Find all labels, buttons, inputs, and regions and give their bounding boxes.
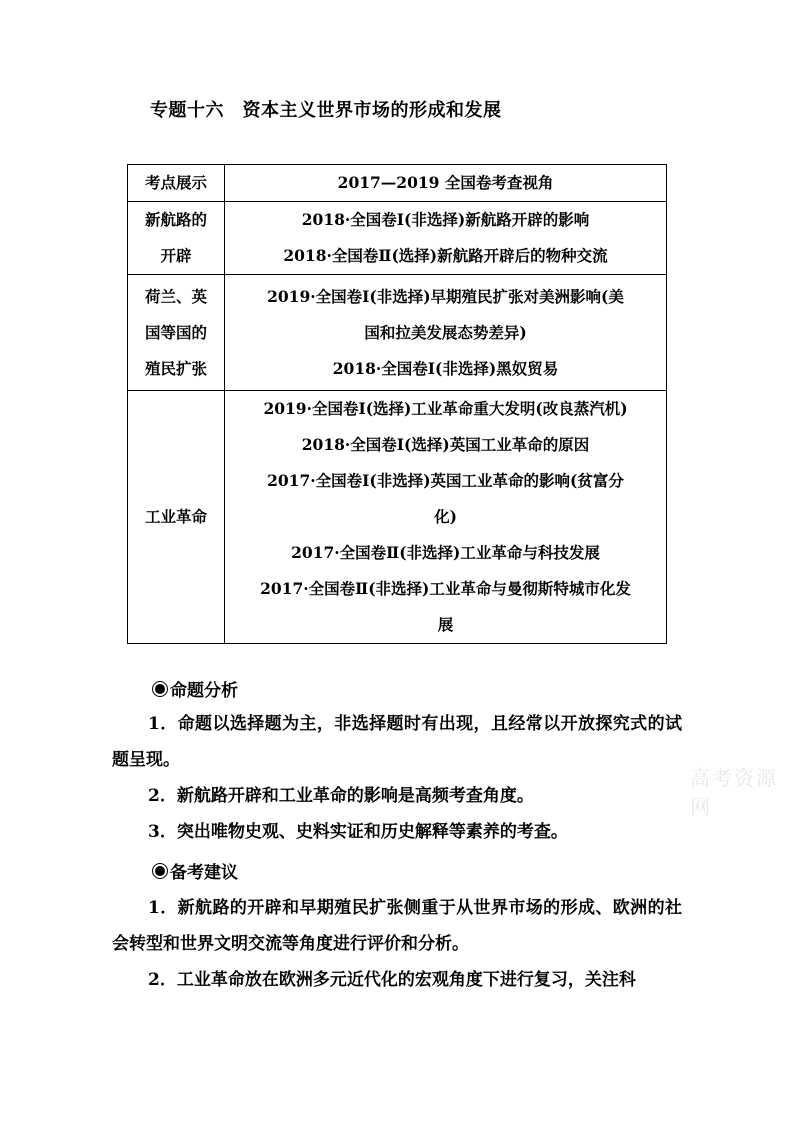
item-line: 2018·全国卷Ⅱ(选择)新航路开辟后的物种交流 [283,246,608,265]
item-line: 化) [434,507,457,526]
watermark: 高考资源网 [690,766,778,819]
table-row [128,391,667,644]
item-line: 2019·全国卷Ⅰ(非选择)早期殖民扩张对美洲影响(美 [267,286,624,306]
item-line: 2017·全国卷Ⅱ(非选择)工业革命与科技发展 [291,543,600,562]
topic-line: 新航路的 [144,210,207,229]
topic-line: 荷兰、英 [144,286,207,306]
table-row [128,202,667,275]
analysis-point: 3．突出唯物史观、史料实证和历史解释等素养的考查。 [148,822,568,842]
analysis-point: 2．新航路开辟和工业革命的影响是高频考查角度。 [148,786,534,806]
analysis-heading-text: 命题分析 [170,681,238,701]
item-line: 2019·全国卷Ⅰ(选择)工业革命重大发明(改良蒸汽机) [263,399,628,418]
item-line: 展 [437,615,454,634]
items-cell [225,275,667,391]
topic-line: 工业革命 [144,507,207,526]
header-perspective: 2017—2019 全国卷考查视角 [225,165,667,202]
item-line: 国和拉美发展态势差异) [364,322,527,342]
analysis-point: 1．命题以选择题为主，非选择题时有出现，且经常以开放探究式的试题呈现。 [112,714,682,770]
topic-line: 开辟 [160,246,192,265]
topic-line: 殖民扩张 [144,358,207,378]
advice-point: 1．新航路的开辟和早期殖民扩张侧重于从世界市场的形成、欧洲的社会转型和世界文明交流等角度进行评价和分析。 [112,898,682,954]
advice-heading-text: 备考建议 [170,863,238,883]
item-line: 2018·全国卷Ⅰ(非选择)新航路开辟的影响 [301,210,590,229]
item-line: 2017·全国卷Ⅱ(非选择)工业革命与曼彻斯特城市化发 [260,579,631,598]
advice-heading [152,858,238,883]
item-line: 2018·全国卷Ⅰ(非选择)黑奴贸易 [332,358,559,378]
table-row [128,275,667,391]
topic-cell [128,391,225,644]
analysis-heading [152,676,238,701]
header-topic: 考点展示 [128,165,225,202]
topic-line: 国等国的 [144,322,207,342]
table-header-row [128,165,667,202]
item-line: 2017·全国卷Ⅰ(非选择)英国工业革命的影响(贫富分 [267,471,624,490]
filled-circle-bullet-icon [152,863,168,879]
items-cell [225,202,667,275]
topic-cell [128,275,225,391]
topic-cell [128,202,225,275]
exam-topics-table [127,164,667,644]
page-title: 专题十六 资本主义世界市场的形成和发展 [150,100,502,121]
filled-circle-bullet-icon [152,681,168,697]
items-cell [225,391,667,644]
item-line: 2018·全国卷Ⅰ(选择)英国工业革命的原因 [301,435,590,454]
advice-point: 2．工业革命放在欧洲多元近代化的宏观角度下进行复习，关注科 [148,970,636,990]
